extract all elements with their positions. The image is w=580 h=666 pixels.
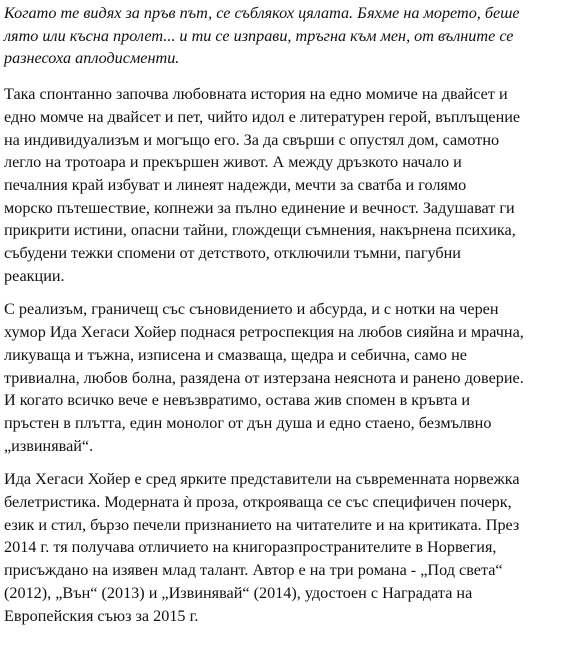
text-line: Така спонтанно започва любовната история на едно момиче на двайсет и [4, 85, 508, 104]
text-line: Когато те видях за пръв път, се съблякох цялата. Бяхме на морето, беше [4, 4, 520, 22]
text-line: пръстен в плътта, един монолог от дън душа и едно стаено, безмълвно [4, 413, 492, 432]
text-line: (2012), „Вън“ (2013) и „Извинявай“ (2014), удостоен с Наградата на [4, 583, 473, 602]
text-line: едно момче на двайсет и пет, чийто идол е литературен герой, въплъщение [4, 107, 521, 126]
text-line: легло на тротоара и прекършен живот. А между дръзкото начало и [4, 153, 462, 172]
text-line: събудени тежки спомени от детството, отключили тъмни, пагубни [4, 244, 461, 263]
text-line: Европейския съюз за 2015 г. [4, 606, 199, 625]
text-line: морско пътешествие, копнежи за пълно единение и вечност. Задушават ги [4, 198, 515, 217]
paragraph-story [4, 83, 577, 287]
text-line: Ида Хегаси Хойер е сред ярките представители на съвременната норвежка [4, 470, 520, 489]
text-line: „извинявай“. [4, 436, 94, 455]
text-line: прикрити истини, опасни тайни, глождещи съмнения, накърнена психика, [4, 221, 516, 240]
text-line: лято или късна пролет... и ти се изправи, тръгна към мен, от вълните се [4, 26, 514, 45]
text-line: хумор Ида Хегаси Хойер поднася ретроспекция на любов сияйна и мрачна, [4, 323, 524, 342]
text-line: език и стил, бързо печели признанието на читателите и на критиката. През [4, 515, 520, 534]
text-line: белетристика. Модерната ѝ проза, открояваща се със специфичен почерк, [4, 493, 512, 512]
text-line: И когато всичко вече е невъзвратимо, остава жив спомен в кръвта и [4, 391, 470, 410]
text-line: на индивидуализъм и могъщо его. За да свърши с опустял дом, самотно [4, 130, 500, 149]
intro-quote [4, 2, 577, 70]
text-line: печалния край избуват и линеят надежди, мечти за сватба и голямо [4, 175, 467, 194]
text-line: разнесоха аплодисменти. [4, 49, 180, 68]
paragraph-author [4, 468, 577, 627]
text-line: 2014 г. тя получава отличието на книгоразпространителите в Норвегия, [4, 538, 497, 557]
text-line: С реализъм, граничещ със съновидението и абсурда, и с нотки на черен [4, 300, 499, 319]
text-line: реакции. [4, 266, 65, 285]
text-line: тривиална, любов болна, разядена от изтерзана неяснота и ранено доверие. [4, 368, 524, 387]
paragraph-style [4, 298, 577, 457]
text-line: ликуваща и тъжна, изписена и смазваща, щедра и себична, само не [4, 345, 467, 364]
text-line: присъждано на изявен млад талант. Автор е на три романа - „Под света“ [4, 561, 503, 580]
